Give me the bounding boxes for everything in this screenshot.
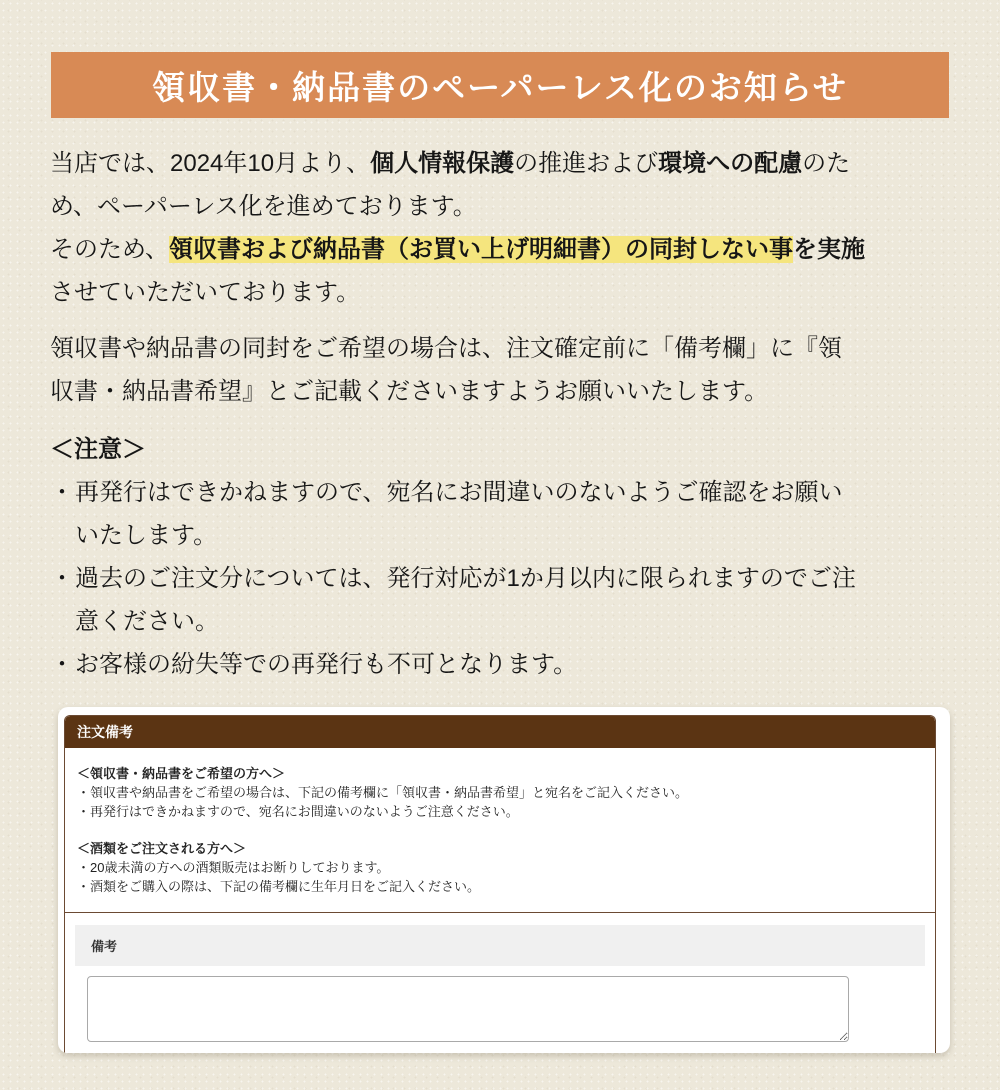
remarks-textarea[interactable] — [87, 976, 849, 1042]
text-run: いたします。 — [75, 522, 218, 549]
text-run: め、ペーパーレス化を進めております。 — [50, 193, 477, 220]
caution-bullet-2-text — [75, 557, 950, 643]
text-run: 環境への配慮 — [658, 150, 803, 177]
text-run: させていただいております。 — [50, 279, 361, 306]
page-title-banner — [51, 52, 949, 118]
bullet-icon: ・ — [50, 479, 74, 506]
remarks-section — [65, 912, 935, 1053]
caution-section — [50, 428, 950, 686]
caution-bullet-3-text — [75, 643, 950, 686]
text-run: 意ください。 — [75, 608, 219, 635]
text-run: 過去のご注文分については、発行対応が1か月以内に限られますのでご注 — [75, 565, 856, 592]
remarks-field-label: 備考 — [91, 939, 118, 954]
remarks-field-label-bar — [75, 925, 925, 966]
text-run: のた — [802, 150, 851, 177]
receipt-request-heading: ＜領収書・納品書をご希望の方へ＞ — [77, 766, 286, 781]
order-remarks-panel-header: 注文備考 — [65, 716, 935, 748]
text-run: 当店では、2024年10月より、 — [50, 150, 371, 177]
order-remarks-panel — [64, 715, 936, 1053]
text-run: 収書・納品書希望』とご記載くださいますようお願いいたします。 — [50, 378, 769, 405]
text-run: お客様の紛失等での再発行も不可となります。 — [75, 651, 578, 678]
order-remarks-notes — [65, 748, 935, 912]
bullet-icon: ・ — [50, 651, 74, 678]
text-run: 個人情報保護 — [370, 150, 515, 177]
notice-body — [50, 142, 950, 686]
text-run: を実施 — [793, 236, 866, 263]
alcohol-order-section — [77, 839, 923, 896]
receipt-request-section — [77, 764, 923, 821]
caution-bullet-1-text — [75, 471, 950, 557]
text-run: そのため、 — [50, 236, 170, 263]
order-remarks-card — [58, 707, 950, 1053]
caution-bullet-3 — [50, 643, 950, 686]
text-run: 領収書や納品書の同封をご希望の場合は、注文確定前に「備考欄」に『領 — [50, 335, 842, 362]
caution-bullet-1 — [50, 471, 950, 557]
highlighted-text: 領収書および納品書（お買い上げ明細書）の同封しない事 — [169, 236, 794, 263]
alcohol-order-heading: ＜酒類をご注文される方へ＞ — [77, 841, 247, 856]
intro-paragraph-1 — [50, 142, 950, 314]
alcohol-order-item-1: ・20歳未満の方への酒類販売はお断りしております。 — [77, 860, 390, 875]
alcohol-order-item-2: ・酒類をご購入の際は、下記の備考欄に生年月日をご記入ください。 — [77, 879, 481, 894]
text-run: の推進および — [514, 150, 659, 177]
caution-heading: ＜注意＞ — [50, 436, 146, 463]
text-run: 再発行はできかねますので、宛名にお間違いのないようご確認をお願い — [75, 479, 843, 506]
page-title: 領収書・納品書のペーパーレス化のお知らせ — [152, 68, 848, 106]
receipt-request-item-2: ・再発行はできかねますので、宛名にお間違いのないようご注意ください。 — [77, 804, 519, 819]
bullet-icon: ・ — [50, 565, 74, 592]
receipt-request-item-1: ・領収書や納品書をご希望の場合は、下記の備考欄に「領収書・納品書希望」と宛名をご記入ください。 — [77, 785, 689, 800]
caution-bullet-2 — [50, 557, 950, 643]
intro-paragraph-2 — [50, 327, 950, 413]
